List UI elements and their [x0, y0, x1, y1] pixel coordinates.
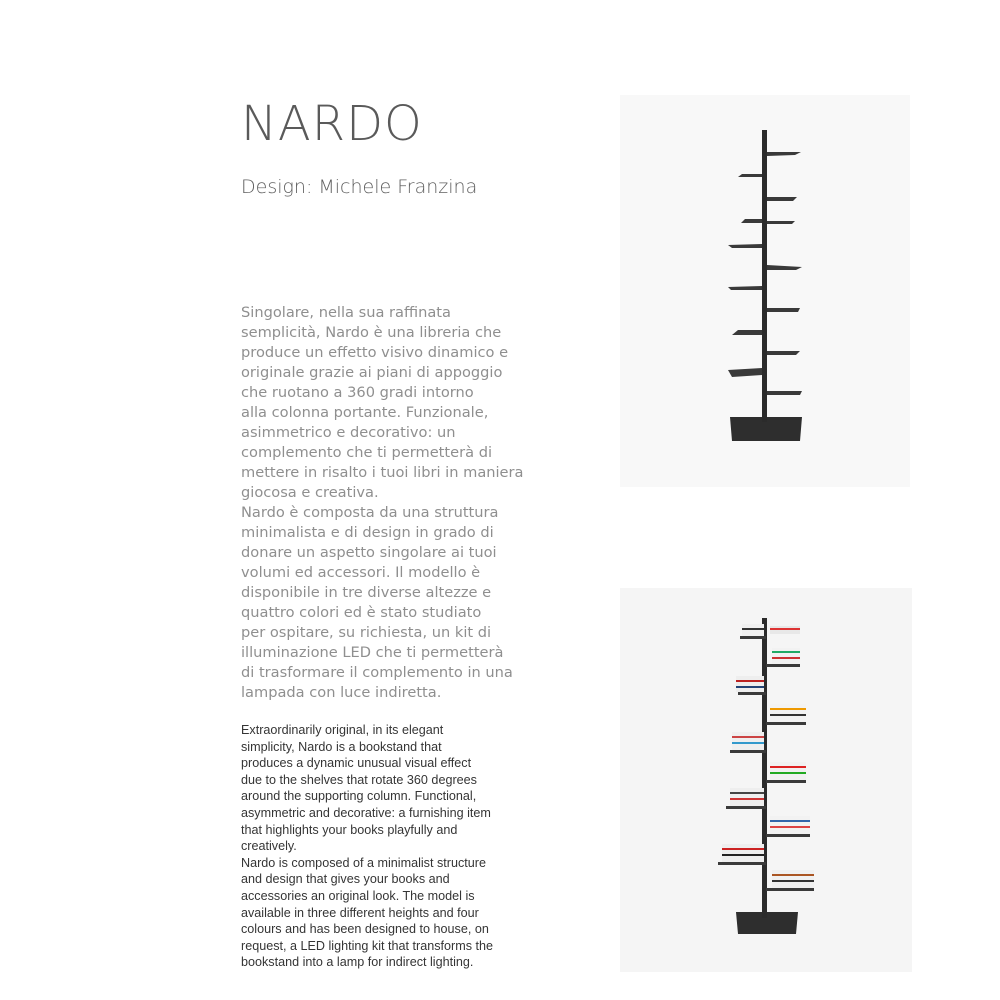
empty-bookstand-illustration — [620, 95, 910, 487]
italian-line: Singolare, nella sua raffinata — [241, 304, 451, 321]
italian-line: volumi ed accessori. Il modello è — [241, 564, 481, 581]
italian-line: che ruotano a 360 gradi intorno — [241, 384, 474, 401]
italian-line: asimmetrico e decorativo: un — [241, 424, 456, 441]
english-line: colours and has been designed to house, on — [241, 922, 489, 937]
english-description — [241, 722, 551, 971]
italian-line: alla colonna portante. Funzionale, — [241, 404, 489, 421]
product-title: NARDO — [241, 96, 423, 152]
english-line: Extraordinarily original, in its elegant — [241, 723, 444, 737]
english-line: that highlights your books playfully and — [241, 822, 458, 837]
filled-bookstand-photo — [620, 588, 912, 972]
english-line: and design that gives your books and — [241, 872, 450, 887]
english-line: due to the shelves that rotate 360 degrees — [241, 772, 477, 787]
italian-line: complemento che ti permetterà di — [241, 444, 493, 461]
english-line: accessories an original look. The model is — [241, 888, 475, 903]
italian-description — [241, 303, 541, 703]
designer-credit: Design: Michele Franzina — [241, 176, 478, 198]
italian-line: donare un aspetto singolare ai tuoi — [241, 544, 497, 561]
italian-line: disponibile in tre diverse altezze e — [241, 584, 492, 601]
italian-line: Nardo è composta da una struttura — [241, 504, 499, 521]
filled-bookstand-illustration — [620, 588, 912, 972]
english-line: creatively. — [241, 839, 297, 854]
italian-line: giocosa e creativa. — [241, 484, 379, 501]
english-line: asymmetric and decorative: a furnishing item — [241, 805, 491, 820]
english-line: around the supporting column. Functional, — [241, 789, 477, 804]
english-line: bookstand into a lamp for indirect lighting. — [241, 955, 474, 970]
italian-line: lampada con luce indiretta. — [241, 684, 442, 701]
english-line: request, a LED lighting kit that transforms the — [241, 938, 493, 953]
english-line: available in three different heights and four — [241, 905, 479, 920]
italian-line: illuminazione LED che ti permetterà — [241, 644, 504, 661]
english-line: produces a dynamic unusual visual effect — [241, 756, 472, 771]
italian-line: minimalista e di design in grado di — [241, 524, 494, 541]
english-line: simplicity, Nardo is a bookstand that — [241, 739, 442, 754]
italian-line: semplicità, Nardo è una libreria che — [241, 324, 502, 341]
empty-bookstand-photo — [620, 95, 910, 487]
italian-line: per ospitare, su richiesta, un kit di — [241, 624, 492, 641]
italian-line: produce un effetto visivo dinamico e — [241, 344, 509, 361]
english-line: Nardo is composed of a minimalist structure — [241, 855, 486, 870]
italian-line: mettere in risalto i tuoi libri in maniera — [241, 464, 524, 481]
italian-line: di trasformare il complemento in una — [241, 664, 513, 681]
italian-line: originale grazie ai piani di appoggio — [241, 364, 503, 381]
italian-line: quattro colori ed è stato studiato — [241, 604, 482, 621]
